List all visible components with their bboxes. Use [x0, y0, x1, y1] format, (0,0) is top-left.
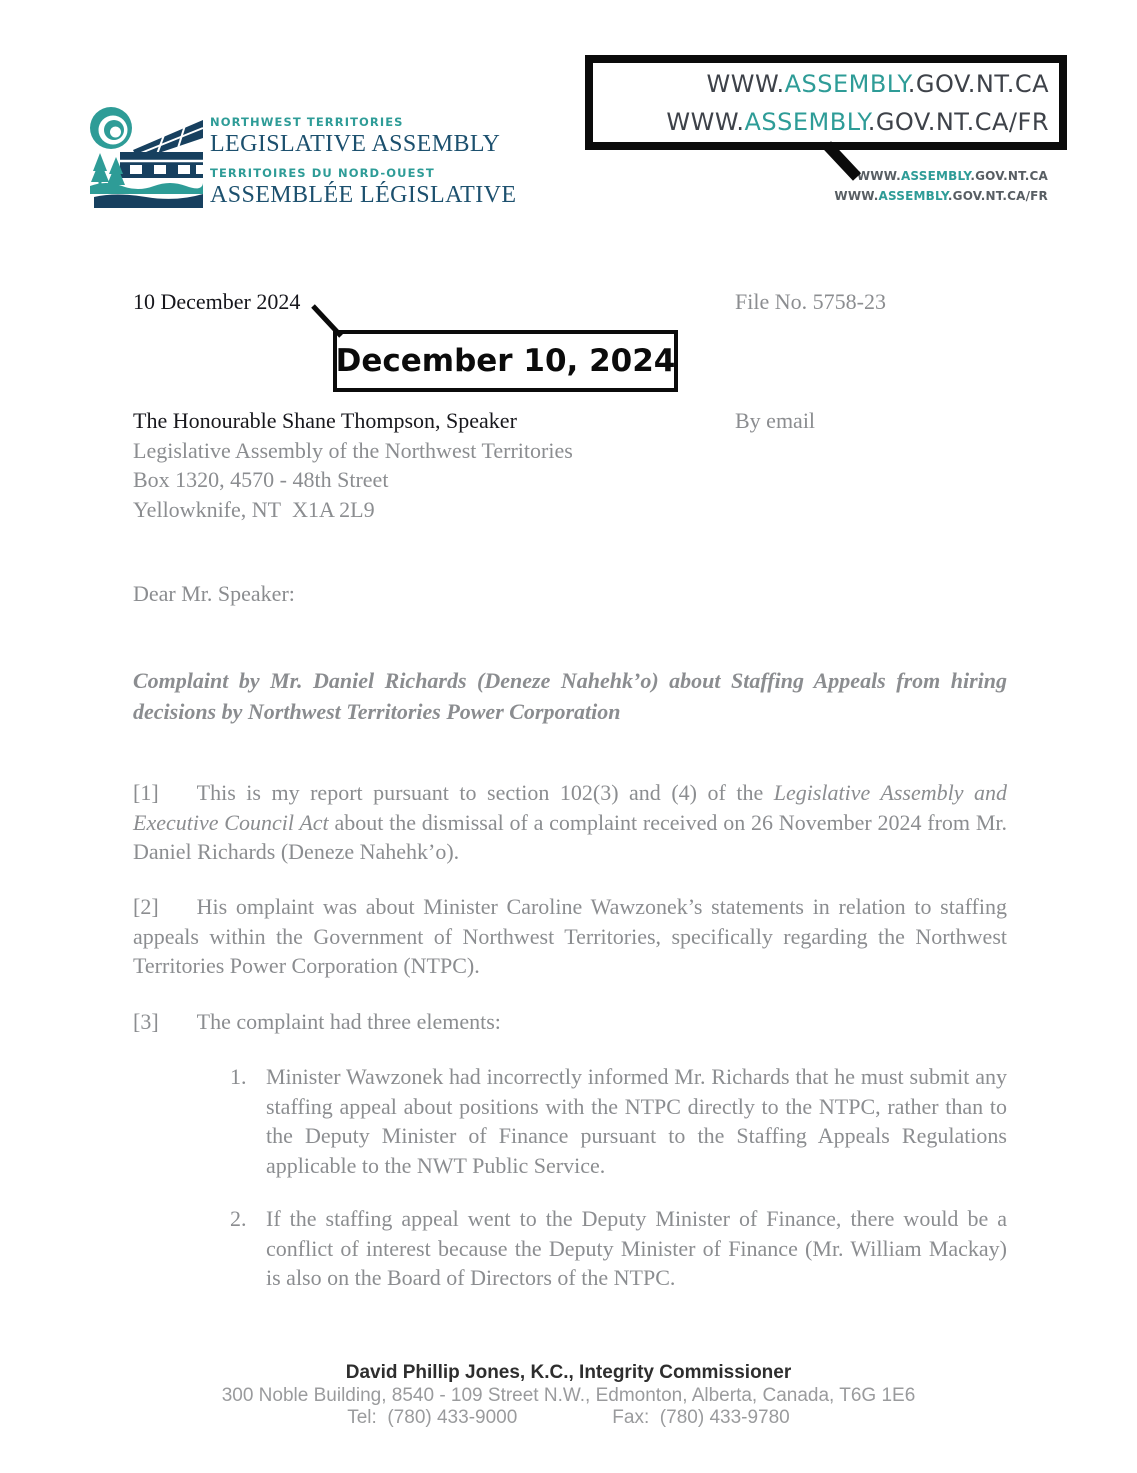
- url-prefix: WWW.: [856, 169, 901, 183]
- paragraph-number: [3]: [133, 1009, 159, 1034]
- recipient-name: The Honourable Shane Thompson, Speaker: [133, 408, 517, 433]
- wordmark-line-fr-small: TERRITOIRES DU NORD-OUEST: [210, 166, 435, 180]
- legislative-assembly-wordmark: [210, 115, 516, 209]
- url-brand: ASSEMBLY: [744, 107, 868, 136]
- paragraph-1: [133, 778, 1007, 867]
- url-callout-line-2: [666, 103, 1049, 141]
- list-item-text: Minister Wawzonek had incorrectly informed Mr. Richards that he must submit any staffing appeal about positions with the NTPC directly to the NTPC, rather than to the Deputy Minister of Finance pursuant to the Staffing Appeals Regulations applicable to the NWT Public Service.: [266, 1064, 1007, 1178]
- recipient-org: Legislative Assembly of the Northwest Territories: [133, 437, 573, 463]
- fax-number: Fax: (780) 433-9780: [612, 1407, 790, 1428]
- url-callout-box: [585, 55, 1067, 150]
- commissioner-address: 300 Noble Building, 8540 - 109 Street N.W., Edmonton, Alberta, Canada, T6G 1E6: [221, 1385, 916, 1406]
- commissioner-contact: [0, 1407, 1137, 1429]
- legislative-assembly-logo-icon: [86, 98, 206, 208]
- date-callout-box: [333, 330, 678, 392]
- website-url-line-1: [834, 166, 1048, 186]
- file-number: File No. 5758-23: [735, 289, 886, 314]
- website-urls: [834, 166, 1048, 206]
- url-suffix: .GOV.NT.CA/FR: [867, 107, 1049, 136]
- paragraph-text: about the dismissal of a complaint received on 26 November 2024 from Mr. Daniel Richards (Deneze Nahehk’o).: [133, 809, 1007, 864]
- url-suffix: .GOV.NT.CA: [970, 169, 1048, 183]
- recipient-city: Yellowknife, NT X1A 2L9: [133, 496, 375, 522]
- paragraph-2: [133, 892, 1007, 981]
- paragraph-number: [1]: [133, 780, 159, 805]
- url-prefix: WWW.: [834, 189, 879, 203]
- website-url-line-2: [834, 186, 1048, 206]
- act-title-italic: Legislative Assembly and Executive Council Act: [133, 780, 1007, 835]
- wordmark-line-en-small: NORTHWEST TERRITORIES: [210, 115, 404, 129]
- url-callout-line-1: [707, 65, 1050, 103]
- delivery-method: By email: [735, 408, 816, 433]
- paragraph-text: The complaint had three elements:: [196, 1009, 501, 1034]
- url-prefix: WWW.: [706, 69, 785, 98]
- list-number: 2.: [230, 1206, 247, 1231]
- url-brand: ASSEMBLY: [900, 169, 971, 183]
- paragraph-text: His omplaint was about Minister Caroline Wawzonek’s statements in relation to staffing appeals within the Government of Northwest Territories, specifically regarding the Northwest Territories Power Corporation (NTPC).: [133, 894, 1007, 978]
- url-suffix: .GOV.NT.CA: [907, 69, 1049, 98]
- paragraph-number: [2]: [133, 894, 159, 919]
- url-brand: ASSEMBLY: [878, 189, 948, 203]
- url-suffix: .GOV.NT.CA/FR: [947, 189, 1048, 203]
- paragraph-text: This is my report pursuant to section 102(3) and (4) of the: [196, 780, 774, 805]
- salutation: Dear Mr. Speaker:: [133, 581, 295, 606]
- letter-date: 10 December 2024: [133, 289, 301, 314]
- commissioner-name: David Phillip Jones, K.C., Integrity Commissioner: [345, 1362, 792, 1383]
- list-item-1: [230, 1062, 1007, 1180]
- url-prefix: WWW.: [666, 107, 745, 136]
- list-item-2: [230, 1204, 1007, 1293]
- url-brand: ASSEMBLY: [784, 69, 908, 98]
- list-number: 1.: [230, 1064, 247, 1089]
- wordmark-line-en-big: LEGISLATIVE ASSEMBLY: [210, 131, 501, 157]
- subject-line: Complaint by Mr. Daniel Richards (Deneze Nahehk’o) about Staffing Appeals from hiring decisions by Northwest Territories Power Corporation: [133, 668, 1007, 724]
- recipient-address-block: [133, 406, 573, 524]
- date-callout-text: December 10, 2024: [335, 343, 676, 379]
- recipient-street: Box 1320, 4570 - 48th Street: [133, 467, 389, 492]
- list-item-text: If the staffing appeal went to the Deputy Minister of Finance, there would be a conflict of interest because the Deputy Minister of Finance (Mr. William Mackay) is also on the Board of Directors of the NTPC.: [266, 1206, 1007, 1290]
- telephone-number: Tel: (780) 433-9000: [347, 1407, 518, 1428]
- wordmark-line-fr-big: ASSEMBLÉE LÉGISLATIVE: [210, 182, 517, 208]
- paragraph-3: [133, 1007, 1007, 1037]
